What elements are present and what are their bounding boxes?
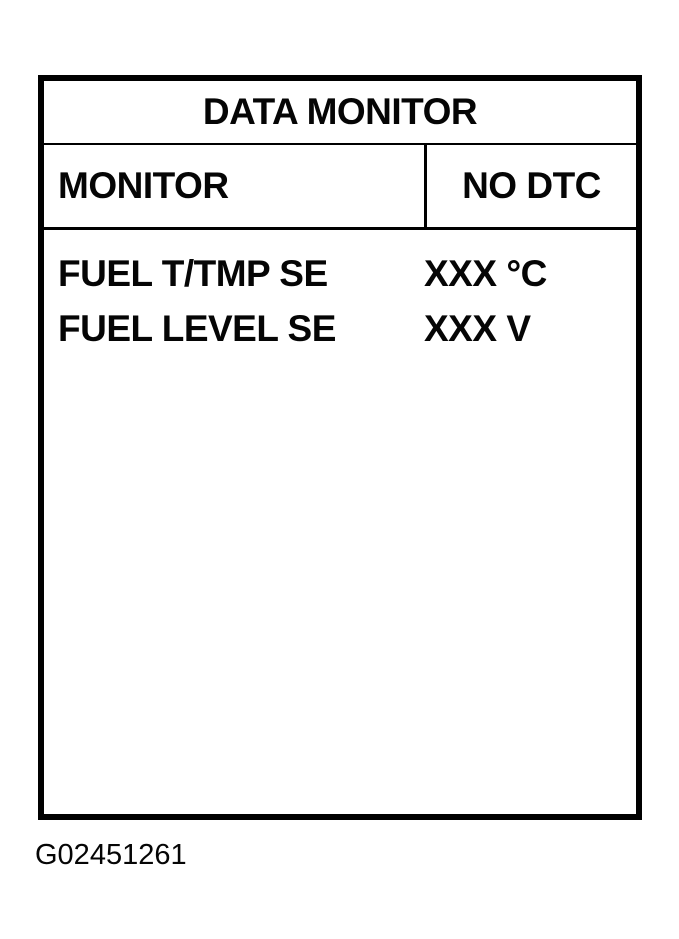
parameter-value: XXX V bbox=[424, 307, 531, 349]
parameter-name: FUEL LEVEL SE bbox=[58, 307, 336, 349]
monitor-parameter-list bbox=[44, 230, 636, 814]
dtc-status-cell: NO DTC bbox=[462, 165, 601, 206]
data-monitor-screen bbox=[38, 75, 642, 820]
parameter-row-fuel-temp bbox=[44, 246, 636, 301]
monitor-header-cell: MONITOR bbox=[44, 145, 427, 227]
screen-title: DATA MONITOR bbox=[44, 81, 636, 145]
parameter-name: FUEL T/TMP SE bbox=[58, 252, 328, 294]
parameter-value: XXX °C bbox=[424, 252, 547, 294]
screen-header-row bbox=[44, 145, 636, 230]
figure-id: G02451261 bbox=[35, 839, 187, 871]
parameter-row-fuel-level bbox=[44, 301, 636, 356]
